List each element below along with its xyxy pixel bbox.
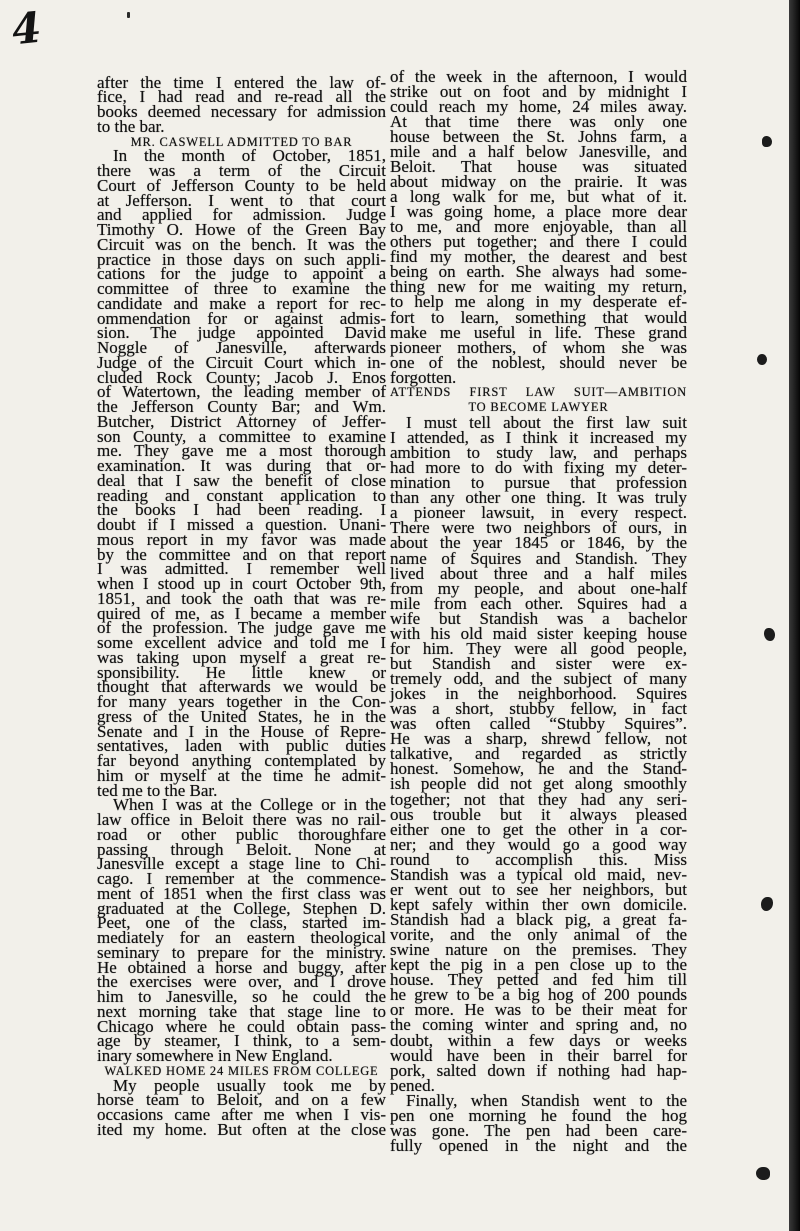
margin-ink-blot: [756, 1167, 770, 1180]
text-line: ish people did not get along smoothly: [390, 774, 687, 794]
text-line: 1851, and took the oath that was re-: [97, 588, 386, 608]
text-line: law office in Beloit there was no rail-: [97, 810, 386, 830]
text-line: him to Janesville, so he could the: [97, 987, 386, 1007]
text-line: being on earth. She always had some-: [390, 262, 687, 282]
text-line: a long walk for me, but what of it.: [390, 187, 687, 206]
text-line: doubt if I missed a question. Unani-: [97, 515, 386, 535]
text-line: and applied for admission. Judge: [97, 205, 386, 225]
text-line: from my people, and about one-half: [390, 578, 687, 598]
text-line: the Jefferson County Bar; and Wm.: [97, 397, 386, 417]
text-line: one of the noblest, should never be: [390, 352, 687, 372]
text-line: about the year 1845 or 1846, by the: [390, 533, 687, 553]
text-line: cago. I remember at the commence-: [97, 869, 386, 889]
text-line: ited my home. But often at the close: [97, 1119, 386, 1139]
text-line: about midway on the prairie. It was: [390, 171, 687, 191]
text-line: ous trouble but it always pleased: [390, 804, 687, 824]
text-line: I must tell about the first law suit: [406, 412, 687, 432]
text-line: Standish was a typical old maid, nev-: [390, 864, 687, 884]
text-line: was a short, stubby fellow, in fact: [390, 699, 687, 719]
text-line: there was a term of the Circuit: [97, 161, 386, 181]
text-line: at Jefferson. I went to that court: [97, 190, 386, 210]
text-line: than any other one thing. It was truly: [390, 488, 687, 508]
margin-ink-blot: [757, 354, 767, 365]
text-line: Circuit was on the bench. It was the: [97, 234, 386, 254]
text-line: sponsibility. He little knew or: [97, 662, 386, 682]
text-line: of the week in the afternoon, I would: [390, 66, 687, 86]
text-line: candidate and make a report for rec-: [97, 293, 386, 313]
text-line: mile from each other. Squires had a: [390, 593, 687, 613]
text-line: of Watertown, the leading member of: [97, 382, 386, 402]
text-line: ted me to the Bar.: [97, 780, 218, 800]
text-line: by the committee and on that report: [97, 544, 386, 564]
text-line: mediately for an eastern theological: [97, 928, 386, 948]
text-line: or more. He was to be their meat for: [390, 1000, 687, 1020]
text-line: to help me along in my desperate ef-: [390, 292, 687, 312]
text-line: When I was at the College or in the: [113, 795, 386, 815]
text-line: but Standish and sister were ex-: [390, 653, 687, 673]
text-line: either one to get the other in a cor-: [390, 819, 687, 839]
text-line: when I stood up in court October 9th,: [97, 574, 386, 594]
text-line: I was going home, a place more dear: [390, 202, 687, 222]
text-line: others put together; and there I could: [390, 232, 687, 252]
text-line: quired of me, as I became a member: [97, 603, 386, 623]
margin-ink-blot: [764, 628, 775, 641]
text-line: talkative, and regarded as strictly: [390, 744, 687, 764]
paragraph: [390, 1090, 687, 1155]
text-line: sentatives, laden with public duties: [97, 736, 386, 756]
margin-ink-blot: [762, 136, 772, 147]
text-line: My people usually took me by: [113, 1075, 386, 1095]
text-line: er went out to see her neighbors, but: [390, 879, 687, 899]
heading-line: ATTENDS FIRST LAW SUIT—AMBITION: [390, 384, 687, 399]
text-line: for him. They were all good people,: [390, 638, 687, 658]
text-line: was often called “Stubby Squires”.: [390, 714, 687, 734]
text-line: would have been in their barrel for: [390, 1045, 687, 1065]
text-line: of the profession. The judge gave me: [97, 618, 386, 638]
text-line: committee of three to examine the: [97, 279, 386, 299]
text-line: had more to do with fixing my deter-: [390, 458, 687, 478]
text-line: mile and a half below Janesville, and: [390, 141, 687, 161]
paragraph: [390, 412, 687, 1095]
text-line: find my mother, the dearest and best: [390, 247, 687, 267]
text-line: pork, salted down if nothing had hap-: [390, 1060, 687, 1080]
text-line: him or myself at the time he admit-: [97, 765, 386, 785]
text-line: seminary to prepare for the ministry.: [97, 942, 386, 962]
paragraph: [97, 146, 386, 800]
text-line: practice in those days on such appli-: [97, 249, 386, 269]
text-line: the coming winter and spring and, no: [390, 1015, 687, 1035]
heading-line: WALKED HOME 24 MILES FROM COLLEGE: [104, 1063, 379, 1078]
text-line: Judge of the Circuit Court which in-: [97, 352, 386, 372]
text-line: was taking upon myself a great re-: [97, 647, 386, 667]
text-line: Chicago where he could obtain pass-: [97, 1016, 386, 1036]
text-line: together; not that they had any seri-: [390, 789, 687, 809]
text-line: Peet, one of the class, started im-: [97, 913, 386, 933]
text-line: kept the pig in a pen close up to the: [390, 955, 687, 975]
text-line: graduated at the College, Stephen D.: [97, 898, 386, 918]
text-line: deal that I saw the benefit of close: [97, 470, 386, 490]
text-line: Timothy O. Howe of the Green Bay: [97, 220, 386, 240]
text-line: road or other public thoroughfare: [97, 824, 386, 844]
text-line: after the time I entered the law of-: [97, 72, 386, 92]
text-line: house between the St. Johns farm, a: [390, 126, 687, 146]
text-line: books deemed necessary for admission: [97, 102, 386, 122]
text-line: Finally, when Standish went to the: [406, 1090, 687, 1110]
text-line: tremely odd, and the subject of many: [390, 669, 687, 688]
text-line: I was admitted. I remember well: [97, 559, 386, 579]
text-line: was gone. The pen had been care-: [390, 1120, 687, 1140]
left-text-column: [97, 72, 386, 1139]
text-line: he grew to be a big hog of 200 pounds: [390, 985, 687, 1005]
text-line: swine nature on the premises. They: [390, 940, 687, 960]
text-line: I attended, as I think it increased my: [390, 428, 687, 447]
text-line: inary somewhere in New England.: [97, 1046, 333, 1066]
text-line: gress of the United States, he in the: [97, 706, 386, 726]
text-line: mous report in my favor was made: [97, 529, 386, 549]
text-line: jokes in the neighborhood. Squires: [390, 684, 687, 704]
text-line: pen one morning he found the hog: [390, 1105, 687, 1125]
text-line: He was a sharp, shrewd fellow, not: [390, 729, 687, 749]
text-line: house. They petted and fed him till: [390, 970, 687, 990]
text-line: fully opened in the night and the: [390, 1135, 687, 1155]
text-line: Court of Jefferson County to be held: [97, 175, 386, 195]
text-line: cluded Rock County; Jacob J. Enos: [97, 367, 386, 387]
heading-line: TO BECOME LAWYER: [468, 399, 609, 414]
text-line: next morning take that stage line to: [97, 1001, 386, 1021]
ink-speck: [127, 12, 130, 18]
text-line: with his old maid sister keeping house: [390, 623, 687, 643]
text-line: Butcher, District Attorney of Jeffer-: [97, 411, 386, 431]
right-text-column: [390, 66, 687, 1155]
text-line: ambition to study law, and perhaps: [390, 443, 687, 463]
paragraph: [97, 72, 386, 136]
text-line: kept safely within ther own domicile.: [390, 894, 687, 914]
text-line: mination to pursue that profession: [390, 473, 687, 493]
text-line: a pioneer lawsuit, in every respect.: [390, 503, 687, 523]
text-line: fice, I had read and re-read all the: [97, 87, 386, 107]
text-line: pened.: [390, 1075, 435, 1095]
margin-ink-blot: [761, 897, 773, 911]
text-line: me. They gave me a most thorough: [97, 441, 386, 461]
text-line: examination. It was during that or-: [97, 456, 386, 476]
text-line: fort to learn, something that would: [390, 307, 687, 327]
text-line: Senate and I in the House of Repre-: [97, 721, 386, 741]
text-line: the books I had been reading. I: [97, 500, 386, 520]
text-line: make me useful in life. These grand: [390, 322, 687, 342]
text-line: sion. The judge appointed David: [97, 323, 386, 343]
text-line: round to accomplish this. Miss: [390, 849, 687, 869]
text-line: cations for the judge to appoint a: [97, 264, 386, 284]
text-line: wife but Standish was a bachelor: [390, 608, 687, 628]
text-line: Noggle of Janesville, afterwards: [97, 338, 386, 358]
text-line: Janesville except a stage line to Chi-: [97, 854, 386, 874]
paragraph: [97, 1075, 386, 1139]
text-line: some excellent advice and told me I: [97, 633, 386, 653]
text-line: son County, a committee to examine: [97, 426, 386, 446]
scan-edge-shadow: [789, 0, 800, 1231]
text-line: horse team to Beloit, and on a few: [97, 1090, 386, 1110]
text-line: vorite, and the only animal of the: [390, 925, 687, 945]
text-line: He obtained a horse and buggy, after: [97, 957, 386, 977]
text-line: Beloit. That house was situated: [390, 156, 687, 176]
text-line: occasions came after me when I vis-: [97, 1105, 386, 1125]
text-line: At that time there was only one: [390, 111, 687, 131]
text-line: forgotten.: [390, 367, 457, 387]
text-line: In the month of October, 1851,: [113, 146, 386, 166]
text-line: ment of 1851 when the first class was: [97, 883, 386, 903]
text-line: reading and constant application to: [97, 485, 386, 505]
paragraph: [97, 795, 386, 1066]
text-line: far beyond anything contemplated by: [97, 751, 386, 771]
text-line: could reach my home, 24 miles away.: [390, 96, 687, 116]
text-line: honest. Somehow, he and the Stand-: [390, 759, 687, 779]
text-line: age by steamer, I think, to a sem-: [97, 1031, 386, 1051]
text-line: name of Squires and Standish. They: [390, 548, 687, 568]
text-line: doubt, within a few days or weeks: [390, 1030, 687, 1050]
heading-line: MR. CASWELL ADMITTED TO BAR: [130, 134, 353, 149]
text-line: for many years together in the Con-: [97, 692, 386, 712]
text-line: to me, and more enjoyable, than all: [390, 217, 687, 237]
text-line: to the bar.: [97, 116, 165, 136]
text-line: the exercises were over, and I drove: [97, 972, 386, 992]
text-line: thing new for me waiting my return,: [390, 277, 687, 297]
text-line: Standish had a black pig, a great fa-: [390, 910, 687, 929]
text-line: pioneer mothers, of whom she was: [390, 337, 687, 357]
handwritten-page-number: 4: [9, 2, 44, 55]
section-heading: [390, 385, 687, 415]
text-line: thought that afterwards we would be: [97, 677, 386, 697]
text-line: strike out on foot and by midnight I: [390, 81, 687, 101]
text-line: There were two neighbors of ours, in: [390, 518, 687, 538]
text-line: passing through Beloit. None at: [97, 839, 386, 859]
text-line: lived about three and a half miles: [390, 563, 687, 583]
text-line: ner; and they would go a good way: [390, 834, 687, 854]
text-line: ommendation for or against admis-: [97, 308, 386, 328]
paragraph: [390, 66, 687, 387]
